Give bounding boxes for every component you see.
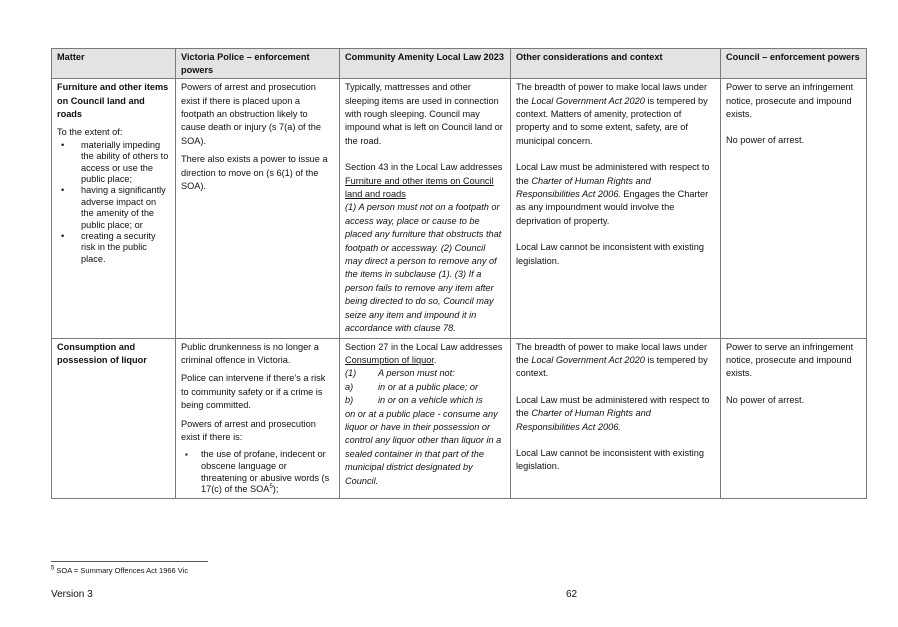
police-paragraph: Powers of arrest and prosecution exist if there is: [181, 418, 316, 442]
local-law-text: Section 43 in the Local Law addresses [345, 162, 503, 173]
police-offence-list [181, 449, 334, 495]
clause-number: a) [345, 381, 354, 392]
table-header-row [52, 49, 867, 79]
local-law-clauses: on or at a public place - consume any liquor or have in their possession or control any liquor other than liquor in a sealed container in that part of the municipal district designated by Council. [345, 408, 502, 486]
clause-item [345, 367, 505, 380]
clause-text: in or on a vehicle which is [378, 395, 483, 406]
clause-number: b) [345, 395, 354, 406]
clause-item [345, 394, 505, 407]
context-paragraph: Local Law cannot be inconsistent with existing legislation. [516, 447, 704, 472]
offence-text: the use of profane, indecent or obscene language or threatening or abusive words (s 17(c) of the SOA [201, 449, 330, 495]
police-paragraph: Police can intervene if there’s a risk to community safety or if a crime is being committed. [181, 373, 326, 411]
footnote [51, 566, 188, 575]
council-paragraph: Power to serve an infringement notice, prosecute and impound exists. [726, 341, 854, 379]
footer-version: Version 3 [51, 589, 93, 600]
council-paragraph: Power to serve an infringement notice, prosecute and impound exists. [726, 82, 854, 119]
list-item [185, 449, 334, 495]
page-number: 62 [566, 589, 578, 600]
context-text: The breadth of power to make local laws under the [516, 341, 707, 365]
footnote-text: SOA = Summary Offences Act 1966 Vic [54, 566, 189, 575]
header-matter: Matter [52, 49, 176, 79]
context-text: Local Law must be administered with respect to the [516, 394, 710, 419]
context-text: is tempered by context. [516, 354, 708, 379]
police-paragraph: Public drunkenness is no longer a criminal offence in Victoria. [181, 341, 319, 365]
context-text: is tempered by context. Matters of amenity, protection of property and to some extent, safety, are of municipal concern. [516, 95, 708, 146]
act-name: Charter of Human Rights and Responsibilities Act 2006. [516, 408, 651, 432]
police-powers-cell [176, 79, 340, 338]
footnote-reference[interactable]: 5 [269, 484, 273, 491]
context-paragraph [516, 161, 715, 228]
local-law-text: Section 27 in the Local Law addresses [345, 341, 503, 352]
offence-text: ); [272, 484, 279, 495]
header-local-law: Community Amenity Local Law 2023 [340, 49, 511, 79]
footnote-number: 5 [51, 565, 55, 572]
header-council-powers: Council – enforcement powers [721, 49, 867, 79]
header-other-considerations: Other considerations and context [511, 49, 721, 79]
list-item: • materially impeding the ability of others to access or use the public place; [69, 140, 170, 186]
section-title-link: Furniture and other items on Council land and roads [345, 175, 494, 200]
police-paragraph: Powers of arrest and prosecution exist if there is placed upon a footpath an obstruction likely to cause death or injury (s 7(a) of the SOA). [181, 82, 321, 146]
local-law-paragraph [345, 341, 505, 368]
council-powers-cell [721, 338, 867, 498]
context-paragraph [516, 341, 715, 381]
matter-title: Consumption and possession of liquor [57, 341, 147, 365]
matter-cell [52, 79, 176, 338]
header-victoria-police: Victoria Police – enforcement powers [176, 49, 340, 79]
local-law-paragraph: Typically, mattresses and other sleeping items are used in connection with rough sleeping. Council may impound what is left on Council land or the road. [345, 82, 503, 146]
section-title-link: Consumption of liquor [345, 354, 434, 365]
act-name: Local Government Act 2020 [531, 354, 645, 365]
police-paragraph: There also exists a power to issue a direction to move on (s 6(1) of the SOA). [181, 154, 328, 192]
clause-number: (1) [345, 368, 357, 379]
table-row [52, 79, 867, 338]
clause-item [345, 381, 505, 394]
context-text: The breadth of power to make local laws under the [516, 82, 707, 106]
local-law-cell [340, 338, 511, 498]
matter-cell [52, 338, 176, 498]
enforcement-powers-table [51, 48, 867, 499]
context-text: Engages the Charter as any impoundment would involve the deprivation of property. [516, 189, 709, 226]
local-law-clauses: (1) A person must not on a footpath or access way, place or cause to be placed any furniture that obstructs that footpath or accessway. (2) Council may direct a person to remove any of the items in subclause (1). (3) If a person fails to remove any item after being directed to do so, Council may seize any item and impound it in accordance with clause 78. [345, 202, 502, 334]
council-powers-cell [721, 79, 867, 338]
matter-criteria-list [57, 140, 170, 265]
police-powers-cell [176, 338, 340, 498]
matter-intro: To the extent of: [57, 127, 123, 138]
list-item: • having a significantly adverse impact on the amenity of the public place; or [69, 185, 170, 231]
local-law-paragraph [345, 161, 505, 201]
council-paragraph: No power of arrest. [726, 394, 805, 405]
act-name: Charter of Human Rights and Responsibilities Act 2006. [516, 175, 651, 200]
matter-title: Furniture and other items on Council land and roads [57, 82, 169, 119]
context-paragraph [516, 81, 715, 148]
context-text: Local Law must be administered with respect to the [516, 162, 710, 186]
context-cell [511, 79, 721, 338]
council-paragraph: No power of arrest. [726, 135, 805, 146]
list-item: • creating a security risk in the public place. [69, 231, 170, 265]
context-paragraph: Local Law cannot be inconsistent with existing legislation. [516, 242, 704, 266]
act-name: Local Government Act 2020 [531, 95, 645, 106]
context-paragraph [516, 394, 715, 434]
clause-text: in or at a public place; or [378, 381, 479, 392]
table-row [52, 338, 867, 498]
context-cell [511, 338, 721, 498]
clause-text: A person must not: [378, 368, 455, 379]
local-law-cell [340, 79, 511, 338]
local-law-text: . [433, 354, 437, 365]
footnote-divider [51, 561, 208, 562]
